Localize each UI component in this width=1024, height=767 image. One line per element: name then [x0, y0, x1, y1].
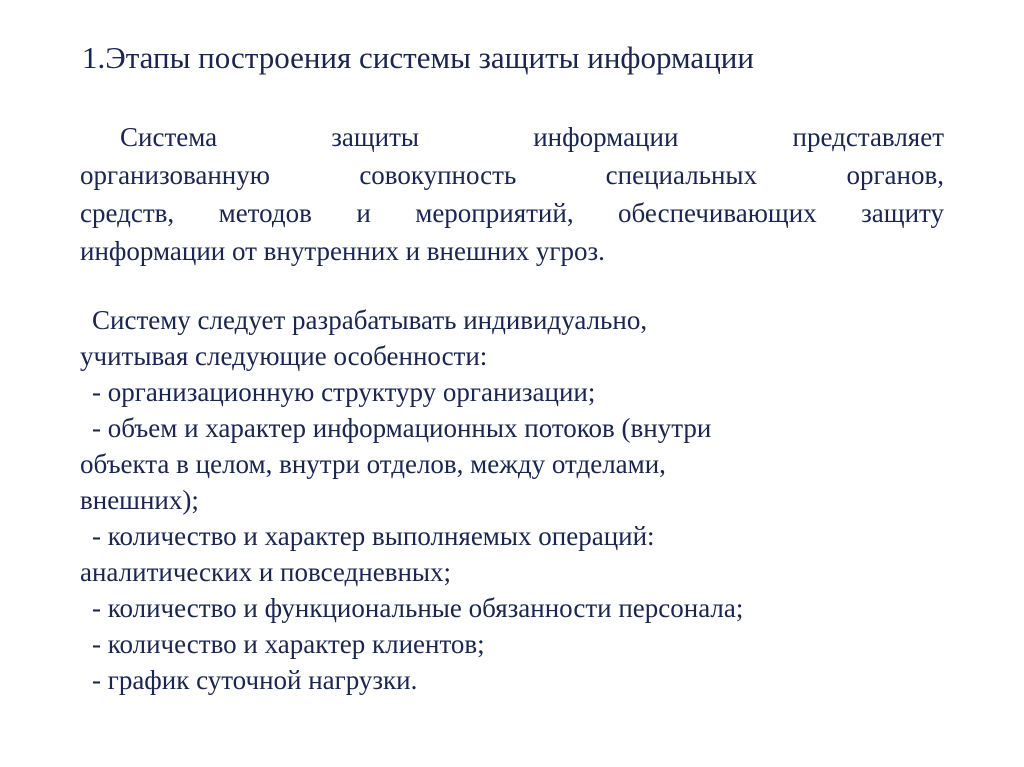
feature-item: - объем и характер информационных потоков (внутри [92, 413, 712, 443]
word: представляет [792, 122, 944, 152]
feature-item-continuation: аналитических и повседневных; [80, 557, 452, 587]
word: мероприятий, [415, 198, 574, 228]
feature-item: - количество и характер клиентов; [92, 629, 485, 659]
feature-item-continuation: объекта в целом, внутри отделов, между отделами, [80, 449, 666, 479]
word: организованную [80, 160, 270, 190]
features-intro-line: учитывая следующие особенности: [80, 341, 488, 371]
word: органов, [846, 160, 944, 190]
definition-line-3 [80, 194, 944, 232]
features-paragraph [80, 302, 944, 698]
word: информации [533, 122, 679, 152]
word: Система [120, 122, 218, 152]
word: средств, [80, 198, 175, 228]
definition-line-4: информации от внутренних и внешних угроз. [80, 236, 605, 266]
slide-title: 1.Этапы построения системы защиты информации [82, 40, 754, 75]
word: защиты [331, 122, 420, 152]
features-intro-line: Систему следует разрабатывать индивидуально, [92, 305, 648, 335]
definition-paragraph [80, 118, 944, 270]
word: специальных [605, 160, 758, 190]
word: защиту [861, 198, 944, 228]
definition-line-1 [80, 118, 944, 156]
feature-item-continuation: внешних); [80, 485, 199, 515]
definition-line-2 [80, 156, 944, 194]
word: обеспечивающих [618, 198, 817, 228]
word: совокупность [359, 160, 517, 190]
feature-item: - количество и характер выполняемых операций: [92, 521, 655, 551]
word: методов [218, 198, 312, 228]
feature-item: - график суточной нагрузки. [92, 665, 418, 695]
word: и [356, 198, 371, 228]
feature-item: - количество и функциональные обязанности персонала; [92, 593, 744, 623]
feature-item: - организационную структуру организации; [92, 377, 596, 407]
